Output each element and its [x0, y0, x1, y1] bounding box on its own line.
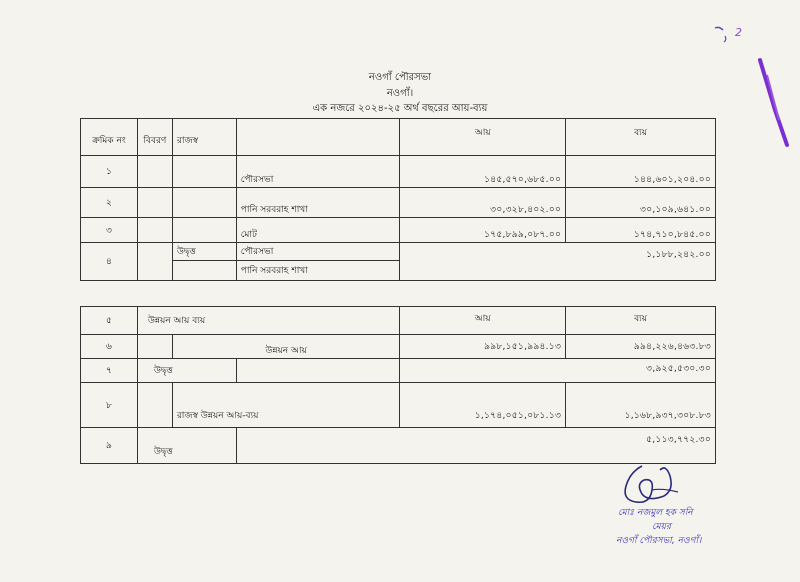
table-row: ৪ উদ্বৃত্ত পৌরসভা ১,১৮৮,২৪২.০০ [81, 243, 716, 261]
row-label: মোট [236, 218, 400, 243]
surplus-value: ১,১৮৮,২৪২.০০ [400, 243, 716, 281]
place-title: নওগাঁ। [386, 88, 414, 99]
ink-mark-icon [705, 20, 795, 150]
row-label: রাজস্ব উন্নয়ন আয়-ব্যয় [172, 383, 399, 428]
corner-number: 2 [735, 26, 742, 39]
expense-value: ৩০,১০৯,৬৪১.০০ [566, 188, 716, 218]
col-income: আয় [400, 307, 566, 335]
col-description: বিবরণ [137, 119, 172, 156]
col-revenue: রাজস্ব [172, 119, 236, 156]
income-value: ১৭৫,৮৯৯,০৮৭.০০ [400, 218, 566, 243]
table-row: ৩ মোট ১৭৫,৮৯৯,০৮৭.০০ ১৭৪,৭১০,৮৪৫.০০ [81, 218, 716, 243]
org-title: নওগাঁ পৌরসভা [368, 72, 432, 83]
surplus-label: উদ্বৃত্ত [172, 243, 236, 261]
signature-icon [612, 458, 692, 508]
signatory-office: নওগাঁ পৌরসভা, নওগাঁ। [616, 536, 702, 546]
table-row: ৯ উদ্বৃত্ত ৫,১১৩,৭৭২.৩০ [81, 428, 716, 464]
revenue-table [80, 118, 716, 281]
col-income: আয় [400, 119, 566, 156]
signatory-title: মেয়র [652, 522, 671, 532]
table-row: ২ পানি সরবরাহ শাখা ৩০,৩২৮,৪০২.০০ ৩০,১০৯,৬৪১.০০ [81, 188, 716, 218]
expense-value: ৯৯৪,২২৬,৪৬৩.৮৩ [566, 335, 716, 359]
table-row: ৬ উন্নয়ন আয় ৯৯৮,১৫১,৯৯৪.১৩ ৯৯৪,২২৬,৪৬৩.৮৩ [81, 335, 716, 359]
development-table [80, 306, 716, 464]
expense-value: ১৪৪,৬০১,২০৪.০০ [566, 156, 716, 188]
surplus-value: ৩,৯২৫,৫৩০.৩০ [400, 359, 716, 383]
row-label: পানি সরবরাহ শাখা [236, 188, 400, 218]
income-value: ১৪৫,৫৭০,৬৮৫.০০ [400, 156, 566, 188]
table-row: ৮ রাজস্ব উন্নয়ন আয়-ব্যয় ১,১৭৪,০৫১,০৮১.১৩ ১,১৬৮,৯৩৭,৩০৮.৮৩ [81, 383, 716, 428]
signatory-name: মোঃ নজমুল হক সনি [618, 508, 693, 518]
row-label: উদ্বৃত্ত [137, 428, 236, 464]
income-value: ১,১৭৪,০৫১,০৮১.১৩ [400, 383, 566, 428]
income-value: ৯৯৮,১৫১,৯৯৪.১৩ [400, 335, 566, 359]
expense-value: ১,১৬৮,৯৩৭,৩০৮.৮৩ [566, 383, 716, 428]
surplus-value: ৫,১১৩,৭৭২.৩০ [236, 428, 715, 464]
page-subtitle: এক নজরে ২০২৪-২৫ অর্থ বছরের আয়-ব্যয় [312, 103, 488, 114]
row-label: পৌরসভা [236, 156, 400, 188]
row-label: উন্নয়ন আয় [172, 335, 399, 359]
income-value: ৩০,৩২৮,৪০২.০০ [400, 188, 566, 218]
col-serial: ক্রমিক নং [81, 119, 138, 156]
expense-value: ১৭৪,৭১০,৮৪৫.০০ [566, 218, 716, 243]
surplus-sub-2: পানি সরবরাহ শাখা [236, 261, 400, 281]
surplus-sub-1: পৌরসভা [236, 243, 400, 261]
table-row: ৭ উদ্বৃত্ত ৩,৯২৫,৫৩০.৩০ [81, 359, 716, 383]
table-row: ১ পৌরসভা ১৪৫,৫৭০,৬৮৫.০০ ১৪৪,৬০১,২০৪.০০ [81, 156, 716, 188]
table-row: ৫ উন্নয়ন আয় ব্যয় আয় ব্যয় [81, 307, 716, 335]
col-expense: ব্যয় [566, 307, 716, 335]
col-expense: ব্যয় [566, 119, 716, 156]
row-label: উদ্বৃত্ত [137, 359, 236, 383]
dev-title: উন্নয়ন আয় ব্যয় [137, 307, 399, 335]
